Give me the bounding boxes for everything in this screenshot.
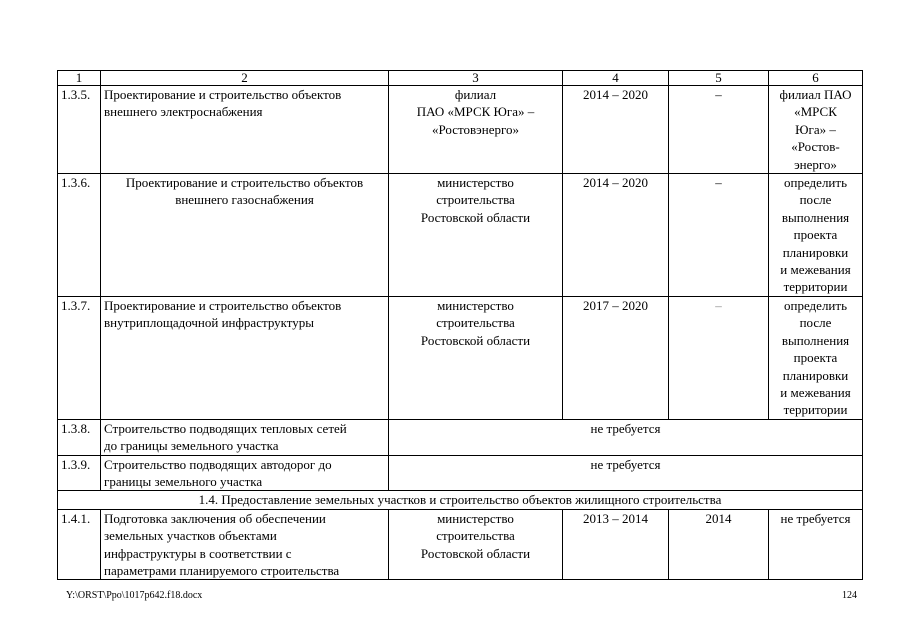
row-name-line: внешнего электроснабжения [104, 104, 263, 120]
row-period: 2013 – 2014 [563, 509, 669, 580]
row-name [101, 296, 389, 419]
row-col5: – [669, 174, 769, 297]
row-col6-line: определить [784, 297, 847, 313]
row-executor [389, 174, 563, 297]
row-executor-line: Ростовской области [420, 332, 531, 348]
row-name [101, 86, 389, 174]
row-name-line: Подготовка заключения об обеспечении [104, 510, 326, 526]
header-cell: 3 [389, 71, 563, 86]
row-executor-line: министерство [437, 175, 514, 191]
row-name-line: инфраструктуры в соответствии с [104, 545, 292, 561]
row-executor-line: филиал [454, 87, 497, 102]
row-number: 1.3.8. [58, 419, 101, 455]
row-name-line: земельных участков объектами [104, 528, 277, 544]
row-col6-line: и межевания [780, 384, 851, 400]
row-not-required: не требуется [389, 455, 863, 491]
row-executor-line: строительства [436, 192, 515, 208]
row-executor-line: министерство [437, 510, 514, 526]
table-header-row [58, 71, 863, 86]
row-col6-line: определить [784, 175, 847, 191]
header-cell: 5 [669, 71, 769, 86]
row-name-line: Проектирование и строительство объектов [125, 175, 364, 191]
row-executor-line: строительства [436, 528, 515, 544]
row-col6-line: проекта [793, 227, 838, 243]
row-number: 1.3.9. [58, 455, 101, 491]
row-col6 [769, 86, 863, 174]
row-col6-line: Юга» – [795, 121, 836, 137]
row-col6 [769, 296, 863, 419]
row-col6-line: после [799, 315, 832, 331]
footer-file-path: Y:\ORST\Ppo\1017p642.f18.docx [66, 590, 203, 601]
row-executor-line: ПАО «МРСК Юга» – [416, 104, 535, 120]
row-name-line: Строительство подводящих автодорог до [104, 456, 332, 472]
row-executor-line: Ростовской области [420, 209, 531, 225]
row-period: 2017 – 2020 [563, 296, 669, 419]
table-row [58, 455, 863, 491]
row-executor-line: Ростовской области [420, 545, 531, 561]
header-cell: 6 [769, 71, 863, 86]
section-title: 1.4. Предоставление земельных участков и строительство объектов жилищного строительства [58, 491, 863, 509]
row-executor [389, 86, 563, 174]
header-cell: 4 [563, 71, 669, 86]
row-name-line: до границы земельного участка [104, 438, 279, 454]
row-number: 1.4.1. [58, 509, 101, 580]
row-col5: 2014 [669, 509, 769, 580]
row-not-required: не требуется [389, 419, 863, 455]
header-cell: 1 [58, 71, 101, 86]
row-name-line: Проектирование и строительство объектов [104, 297, 342, 313]
row-name-line: Проектирование и строительство объектов [104, 87, 342, 102]
row-col5: – [669, 296, 769, 419]
row-col6-line: территории [783, 402, 848, 418]
row-col6: не требуется [769, 509, 863, 580]
header-cell: 2 [101, 71, 389, 86]
row-period: 2014 – 2020 [563, 174, 669, 297]
row-name-line: параметрами планируемого строительства [104, 562, 340, 578]
row-col6-line: выполнения [781, 209, 850, 225]
row-name [101, 419, 389, 455]
row-name-line: внешнего газоснабжения [175, 192, 314, 208]
row-col6-line: проекта [793, 350, 838, 366]
row-col6-line: и межевания [780, 262, 851, 278]
row-executor-line: строительства [436, 315, 515, 331]
row-name [101, 174, 389, 297]
row-name-line: Строительство подводящих тепловых сетей [104, 420, 347, 436]
row-name-line: границы земельного участка [104, 473, 263, 489]
row-col6-line: планировки [782, 367, 849, 383]
row-col6-line: после [799, 192, 832, 208]
row-col5: – [669, 86, 769, 174]
row-number: 1.3.7. [58, 296, 101, 419]
row-col6-line: «Ростов- [791, 139, 840, 155]
row-col6 [769, 174, 863, 297]
row-period: 2014 – 2020 [563, 86, 669, 174]
table-row [58, 174, 863, 297]
section-row [58, 491, 863, 509]
row-col6-line: выполнения [781, 332, 850, 348]
table-row [58, 509, 863, 580]
table-row [58, 86, 863, 174]
row-number: 1.3.6. [58, 174, 101, 297]
row-col6-line: энерго» [794, 156, 837, 172]
row-executor [389, 296, 563, 419]
row-executor-line: «Ростовэнерго» [432, 121, 519, 137]
row-name-line: внутриплощадочной инфраструктуры [104, 315, 315, 331]
footer-page-number: 124 [842, 590, 857, 601]
table-row [58, 419, 863, 455]
row-name [101, 509, 389, 580]
row-name [101, 455, 389, 491]
row-col6-line: планировки [782, 244, 849, 260]
row-executor-line: министерство [437, 297, 514, 313]
row-col6-line: филиал ПАО [779, 87, 852, 102]
plan-table [57, 70, 863, 580]
row-executor [389, 509, 563, 580]
row-col6-line: территории [783, 279, 848, 295]
row-col6-line: «МРСК [794, 104, 837, 120]
row-number: 1.3.5. [58, 86, 101, 174]
table-row [58, 296, 863, 419]
